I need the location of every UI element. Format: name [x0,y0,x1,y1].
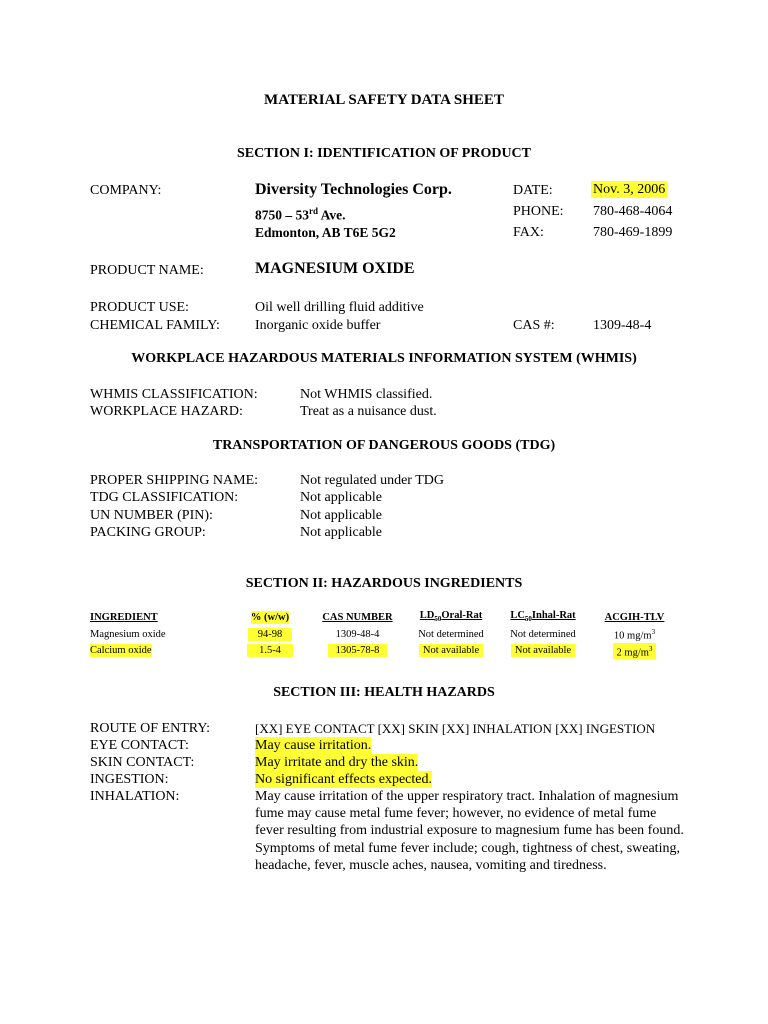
cell-cas [310,643,405,660]
fax-value: 780-469-1899 [593,225,673,240]
date-label: DATE: [513,183,553,198]
cell-cas-value: 1305-78-8 [328,644,388,657]
cell-ld50: Not determined [418,628,484,640]
tlv-value: 2 mg/m [616,647,649,659]
phone-label: PHONE: [513,204,564,219]
document-title: MATERIAL SAFETY DATA SHEET [264,92,504,108]
tlv-superscript: 3 [651,628,656,637]
product-name-label: PRODUCT NAME: [90,263,204,278]
cell-tlv [589,643,680,660]
col-acgih-tlv: ACGIH-TLV [604,612,665,624]
cell-tlv [589,626,680,643]
chemical-family-value: Inorganic oxide buffer [255,318,381,333]
address-street: 8750 – 53 [255,207,309,223]
table-row [90,643,680,660]
date-value: Nov. 3, 2006 [593,182,666,197]
tdg-row-value: Not regulated under TDG [300,473,444,488]
cell-lc50 [497,643,589,660]
product-use-value: Oil well drilling fluid additive [255,300,424,315]
inhalation-label: INHALATION: [90,789,180,804]
workplace-hazard-value: Treat as a nuisance dust. [300,404,437,419]
skin-contact-label: SKIN CONTACT: [90,755,195,770]
address-street-suffix: Ave. [318,207,346,223]
section-3-heading: SECTION III: HEALTH HAZARDS [273,685,495,700]
col-percent [230,609,310,626]
lc50-prefix: LC [510,610,525,621]
phone-value: 780-468-4064 [593,204,673,219]
product-name-value: MAGNESIUM OXIDE [255,260,415,277]
tdg-row-label: PROPER SHIPPING NAME: [90,473,259,488]
cell-ld50 [405,643,497,660]
cell-lc50: Not determined [510,628,576,640]
whmis-heading: WORKPLACE HAZARDOUS MATERIALS INFORMATION SYSTEM (WHMIS) [131,351,637,366]
skin-contact-value: May irritate and dry the skin. [255,755,419,770]
ld50-subscript: 50 [434,615,442,624]
col-cas-number: CAS NUMBER [322,612,393,624]
tdg-row-value: Not applicable [300,508,383,523]
section-2-heading: SECTION II: HAZARDOUS INGREDIENTS [245,576,523,591]
ld50-suffix: Oral-Rat [441,610,483,621]
whmis-classification-label: WHMIS CLASSIFICATION: [90,387,258,402]
table-header-row [90,609,680,626]
product-use-label: PRODUCT USE: [90,300,189,315]
table-row [90,626,680,643]
company-name: Diversity Technologies Corp. [255,181,452,198]
cell-ingredient: Magnesium oxide [90,628,166,640]
eye-contact-value: May cause irritation. [255,738,372,753]
chemical-family-label: CHEMICAL FAMILY: [90,318,220,333]
col-lc50 [497,609,589,626]
col-ld50 [405,609,497,626]
ingredients-table [90,609,680,659]
ingestion-value: No significant effects expected. [255,772,433,787]
cell-lc50-value: Not available [511,644,575,657]
cell-percent-value: 94-98 [248,628,293,641]
tlv-value: 10 mg/m [613,630,652,642]
col-ingredient: INGREDIENT [90,612,158,624]
cell-percent [230,643,310,660]
eye-contact-label: EYE CONTACT: [90,738,189,753]
cell-ld50-value: Not available [419,644,483,657]
route-of-entry-label: ROUTE OF ENTRY: [90,721,211,736]
company-address-line2: Edmonton, AB T6E 5G2 [255,225,396,240]
tdg-row-label: UN NUMBER (PIN): [90,508,213,523]
tdg-row-label: TDG CLASSIFICATION: [90,490,239,505]
cell-ingredient [90,643,230,660]
whmis-classification-value: Not WHMIS classified. [300,387,433,402]
tdg-heading: TRANSPORTATION OF DANGEROUS GOODS (TDG) [212,438,556,453]
col-percent-label: % (w/w) [250,612,290,624]
ld50-prefix: LD [419,610,435,621]
ingestion-label: INGESTION: [90,772,169,787]
workplace-hazard-label: WORKPLACE HAZARD: [90,404,243,419]
lc50-suffix: Inhal-Rat [531,610,576,621]
cas-value: 1309-48-4 [593,318,652,333]
cas-label: CAS #: [513,318,555,333]
company-label: COMPANY: [90,183,162,198]
inhalation-value: May cause irritation of the upper respiratory tract. Inhalation of magnesium fume may cause metal fume fever; however, no evidence of metal fume fever resulting from industrial exposure to magnesium fume has been found. Symptoms of metal fume fever include; cough, tightness of chest, sweating, headache, fever, muscle aches, nausea, vomiting and tiredness. [255,789,684,873]
company-address-line1 [255,203,346,224]
cell-tlv-value [613,643,657,660]
cell-cas: 1309-48-4 [335,628,380,640]
tlv-superscript: 3 [648,644,653,653]
route-of-entry-value: [XX] EYE CONTACT [XX] SKIN [XX] INHALATION [XX] INGESTION [255,721,656,736]
cell-ingredient-value: Calcium oxide [90,645,152,657]
section-1-heading: SECTION I: IDENTIFICATION OF PRODUCT [236,146,532,161]
tdg-row-label: PACKING GROUP: [90,525,206,540]
address-ordinal-suffix: rd [309,206,318,216]
tdg-row-value: Not applicable [300,525,383,540]
fax-label: FAX: [513,225,544,240]
lc50-subscript: 50 [524,615,532,624]
cell-percent-value: 1.5-4 [247,644,293,657]
cell-percent [230,626,310,643]
tdg-row-value: Not applicable [300,490,383,505]
